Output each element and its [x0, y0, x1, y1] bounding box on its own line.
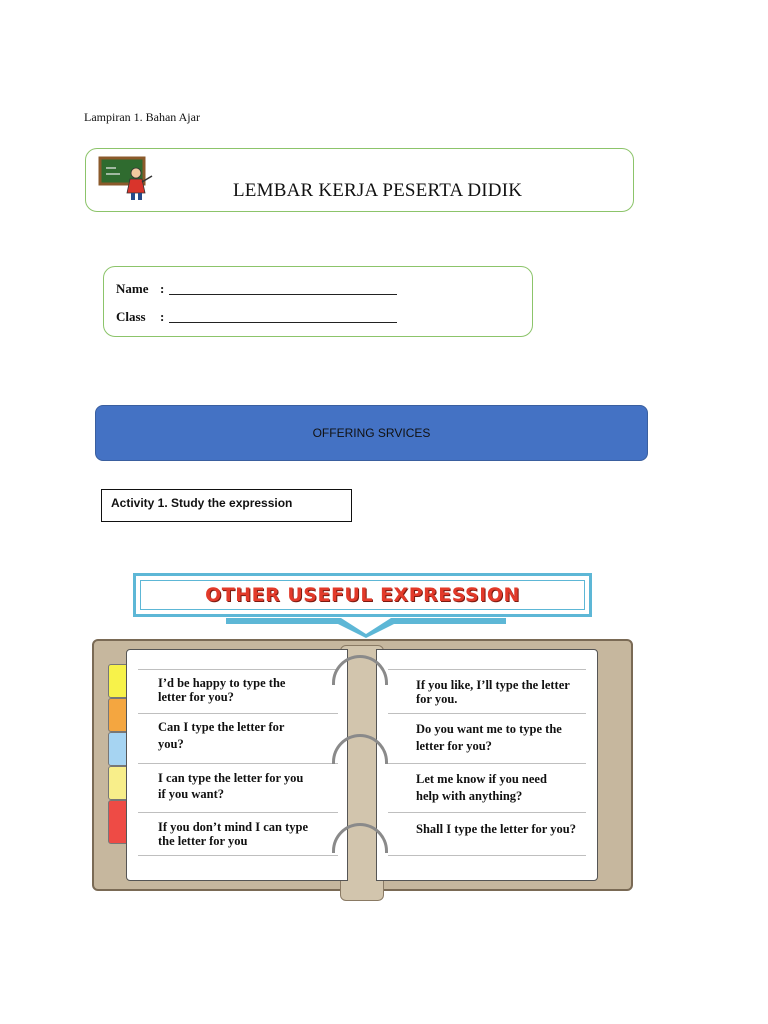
teacher-at-blackboard-icon — [98, 156, 160, 202]
activity-label: Activity 1. Study the expression — [111, 496, 293, 510]
expression-text-line1: Do you want me to type the — [416, 722, 562, 736]
topic-title: OFFERING SRVICES — [312, 426, 431, 440]
name-field-row — [116, 281, 397, 297]
ruled-line — [138, 669, 338, 670]
class-blank-line[interactable] — [169, 309, 397, 323]
ruled-line — [388, 713, 586, 714]
expression-text-line1: Let me know if you need — [416, 772, 547, 786]
expression-text-line1: If you don’t mind I can type — [158, 820, 309, 834]
expression-text-line2: help with anything? — [416, 789, 523, 803]
expression-text-line2: letter for you? — [416, 739, 492, 753]
banner-arrow-icon — [226, 616, 526, 640]
book-tab-orange — [108, 698, 128, 732]
name-colon: : — [160, 281, 165, 296]
book-tab-red — [108, 800, 128, 844]
ruled-line — [388, 669, 586, 670]
expression-text-line1: Can I type the letter for — [158, 720, 285, 734]
expression-text-line2: if you want? — [158, 787, 224, 801]
appendix-label: Lampiran 1. Bahan Ajar — [84, 110, 200, 124]
ruled-line — [388, 812, 586, 813]
expression-text-line1: Shall I type the letter for you? — [416, 822, 576, 836]
book-tab-light-yellow — [108, 766, 128, 800]
topic-banner — [95, 405, 648, 461]
book-tab-yellow — [108, 664, 128, 698]
book-tab-blue — [108, 732, 128, 766]
expression-text-line1: I’d be happy to type the — [158, 676, 286, 690]
student-identity-box — [103, 266, 533, 337]
activity-label-box — [101, 489, 352, 522]
expression-text-line2: you? — [158, 737, 184, 751]
expression-text-line1: If you like, I’ll type the letter — [416, 678, 570, 692]
expression-text-line2: letter for you? — [158, 690, 234, 704]
expression-text-line1: I can type the letter for you — [158, 771, 304, 785]
ruled-line — [138, 812, 338, 813]
ruled-line — [138, 763, 338, 764]
expression-text-line2: the letter for you — [158, 834, 248, 848]
ruled-line — [138, 855, 338, 856]
expressions-banner — [133, 573, 592, 617]
worksheet-title: LEMBAR KERJA PESERTA DIDIK — [233, 180, 523, 201]
expressions-banner-title: OTHER USEFUL EXPRESSION — [140, 580, 585, 610]
ruled-line — [388, 763, 586, 764]
class-field-row — [116, 309, 397, 325]
expression-text-line2: for you. — [416, 692, 458, 706]
class-colon: : — [160, 309, 165, 324]
name-label: Name — [116, 281, 149, 296]
ruled-line — [138, 713, 338, 714]
name-blank-line[interactable] — [169, 281, 397, 295]
ruled-line — [388, 855, 586, 856]
class-label: Class — [116, 309, 146, 324]
